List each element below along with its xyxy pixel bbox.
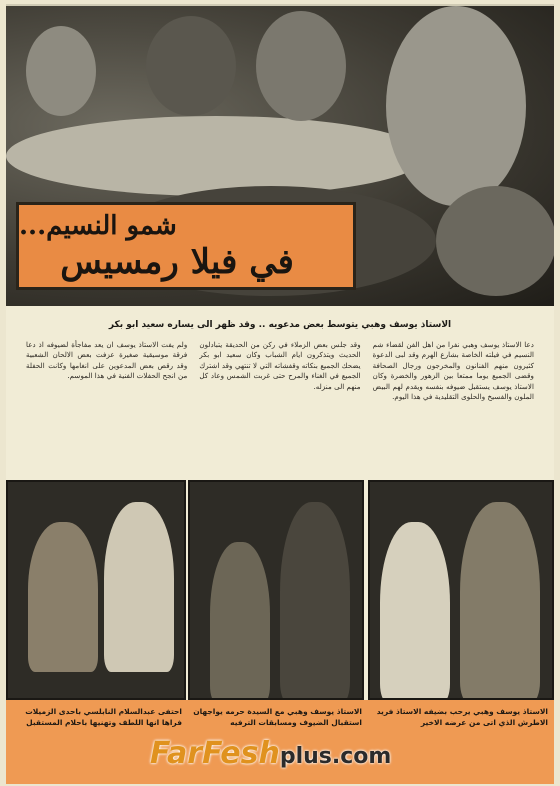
photo-1 [6,480,186,700]
photo-3 [368,480,554,700]
article-body [26,340,534,476]
photo-1-caption: احتفى عبدالسلام النابلسي باحدى الزميلات فراها انها اللطف وتهنيها باحلام المستقبل [25,707,182,727]
headline-line2: في فيلا رمسيس [60,242,294,282]
magazine-page [6,4,554,784]
photo-strip [6,480,554,700]
article-column-3: ولم يفت الاستاذ يوسف ان يعد مفاجأة لضيوفه اذ دعا فرقة موسيقية صغيرة عزفت بعض الالحان الشعبية وقد رقص بعض المدعوين على انغامها وكانت الحفلة من انجح الحفلات الفنية في هذا الموسم. [26,340,188,381]
photo-3-caption: الاستاذ يوسف وهبي يرحب بضيفه الاستاذ فريد الاطرش الذي اتى من عرضه الاخير [376,707,548,727]
watermark-suffix: plus.com [279,744,392,769]
watermark-brand: FarFesh [150,736,280,771]
hero-caption: الاستاذ يوسف وهبي يتوسط بعض مدعويه .. وقد ظهر الى يساره سعيد ابو بكر [108,320,452,330]
site-watermark [150,736,391,772]
headline-box [16,202,356,290]
photo-2-caption: الاستاذ يوسف وهبي مع السيدة حرمه يواجهان استقبال الضيوف ومسابقات الترفيه [193,707,362,727]
photo-2 [188,480,364,700]
article-column-2: وقد جلس بعض الزملاء في ركن من الحديقة يتبادلون الحديث ويتذكرون ايام الشباب وكان سعيد ابو بكر يضحك الجميع بنكاته وقفشاته التي لا تنتهي وقد اشترك الجميع في الغناء والمرح حتى غربت الشمس وعاد كل منهم الى منزله. [199,340,361,391]
article-column-1: دعا الاستاذ يوسف وهبي نفرا من اهل الفن لقضاء شم النسيم في فيلته الخاصة بشارع الهرم وقد لبى الدعوة كثيرون منهم الفنانون والمخرجون ورجال الصحافة وقضى الجميع يوما ممتعا بين الزهور والخضرة وكان الاستاذ يوسف يستقبل ضيوفه بنفسه ويقدم لهم البيض الملون والفسيخ والحلوى التقليدية في هذا اليوم. [372,340,534,402]
headline-line1: شمو النسيم... [19,211,177,241]
